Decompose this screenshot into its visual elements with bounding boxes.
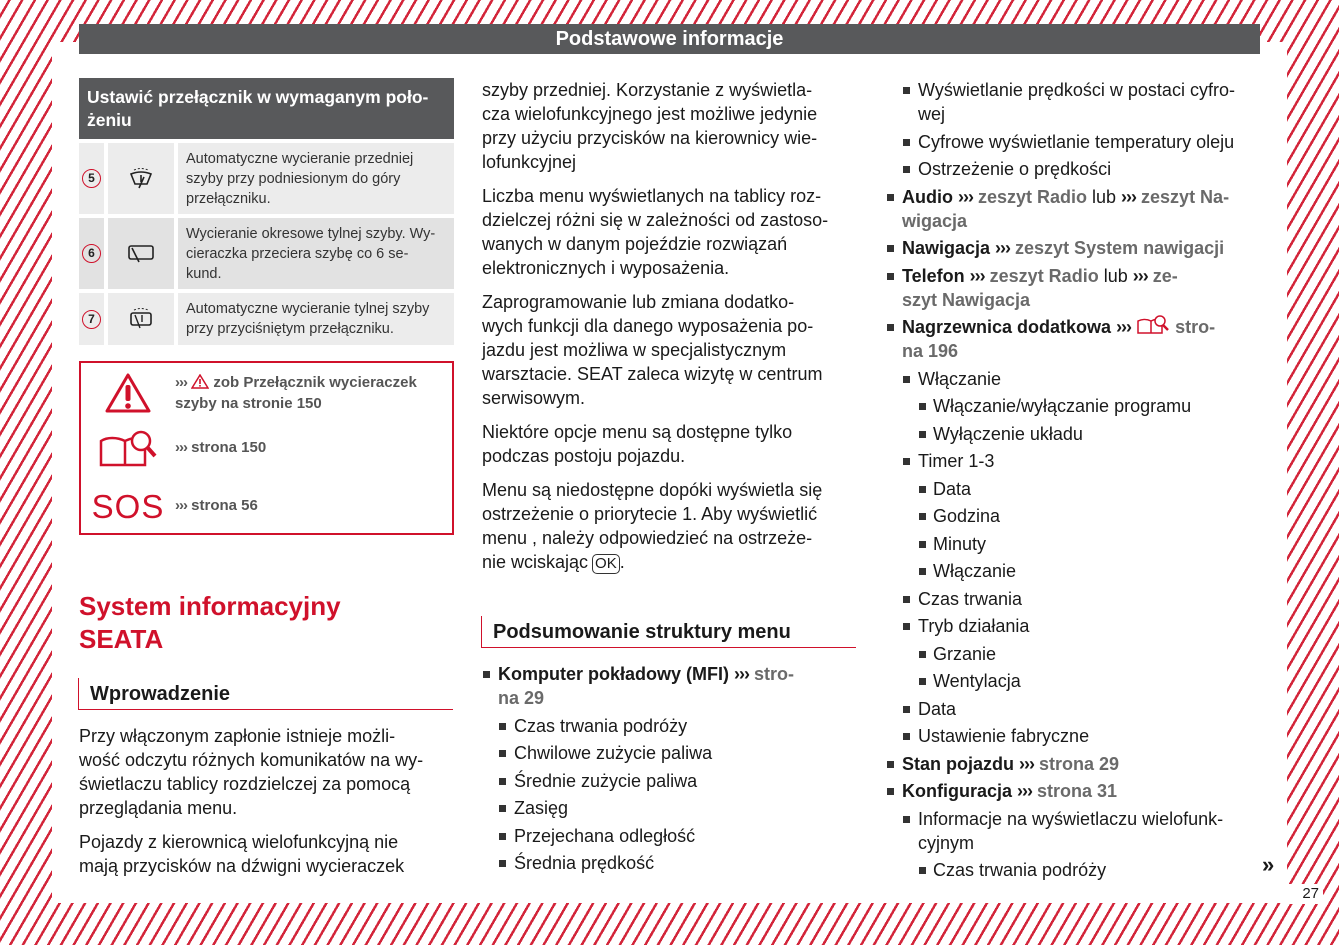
menu-list (482, 662, 857, 879)
left-column (79, 78, 454, 535)
text-line: świetlaczu tablicy rozdzielczej za pomocą (79, 774, 411, 794)
section-title (79, 590, 341, 656)
arrow-mark: ››› (175, 497, 187, 514)
text-line: Niektóre opcje menu są dostępne tylko (482, 422, 793, 442)
text-line: jazdu jest możliwa w specjalistycznym (482, 340, 787, 360)
paragraph: Menu są niedostępne dopóki wyświetla się ostrzeżenie o priorytecie 1. Aby wyświetlić menu , należy odpowiedzieć na ostrzeże- nie wciskając OK . (482, 478, 857, 574)
item-text: Czas trwania podróży (933, 860, 1107, 880)
item-text: Grzanie (933, 643, 997, 664)
list-item (886, 587, 1261, 611)
item-label: Telefon (902, 265, 970, 286)
description-line: szyby przy podniesionym do góry (186, 171, 401, 187)
description-line: Wycieranie okresowe tylnej szyby. Wy- (186, 226, 436, 242)
description-line: kund. (186, 266, 222, 282)
arrow-mark: ››› (1019, 753, 1034, 774)
warning-link[interactable]: zob Przełącznik wycieraczek (213, 374, 417, 391)
page-reference-link[interactable]: zeszyt Radio (984, 265, 1099, 286)
table-row (79, 143, 454, 214)
description-line: przełączniku. (186, 191, 271, 207)
list-item (886, 449, 1261, 473)
menu-list-continued (886, 78, 1261, 886)
item-label: Audio (902, 186, 958, 207)
item-text: Wyświetlanie prędkości w postaci cyfro- (918, 80, 1235, 100)
item-text: Włączanie (933, 561, 1017, 581)
item-text: Godzina (933, 506, 1001, 526)
arrow-mark: ››› (995, 238, 1011, 258)
section-title-line: System informacyjny (79, 591, 341, 621)
text-line: Zaprogramowanie lub zmiana dodatko- (482, 292, 795, 312)
list-item (886, 315, 1261, 363)
item-text: Wentylacja (933, 671, 1021, 691)
paragraph (482, 184, 857, 280)
item-text: Data (918, 698, 957, 719)
arrow-mark: ››› (1121, 186, 1137, 207)
list-item (482, 714, 857, 738)
paragraph (482, 78, 857, 174)
list-item (482, 769, 857, 793)
number-badge: 7 (82, 310, 101, 329)
book-magnifier-icon (81, 429, 175, 469)
table-title-line: Ustawić przełącznik w wymaganym poło- (87, 87, 429, 107)
item-text: Wyłączenie układu (933, 423, 1083, 444)
list-item (886, 642, 1261, 666)
row-description (178, 143, 454, 214)
subheading-introduction: Wprowadzenie (78, 678, 453, 710)
book-magnifier-icon (1131, 317, 1170, 337)
page-header: Podstawowe informacje (79, 24, 1260, 54)
subheading-menu-structure: Podsumowanie struktury menu (481, 616, 856, 648)
item-text: Ustawienie fabryczne (918, 726, 1090, 746)
item-text: Zasięg (514, 798, 569, 818)
text-line: cza wielofunkcyjnego jest możliwe jedynie (482, 104, 818, 124)
page-reference-link[interactable]: na 29 (498, 688, 545, 708)
page-reference-link[interactable]: stro- (1170, 317, 1216, 337)
list-item (886, 367, 1261, 391)
arrow-mark: ››› (1116, 317, 1132, 337)
item-text: lub (1098, 265, 1133, 286)
item-text: Minuty (933, 533, 987, 554)
list-item (482, 851, 857, 875)
warning-link[interactable]: strona 56 (191, 497, 258, 514)
item-text: Ostrzeżenie o prędkości (918, 159, 1112, 179)
text-line: podczas postoju pojazdu. (482, 446, 686, 466)
list-item (886, 394, 1261, 418)
item-text: Tryb działania (918, 616, 1030, 636)
text-line: Menu są niedostępne dopóki wyświetla się (482, 480, 823, 500)
page-reference-link[interactable]: zeszyt Na- (1136, 186, 1230, 207)
text-line: menu , należy odpowiedzieć na ostrzeże- (482, 528, 813, 548)
item-text: Data (933, 478, 972, 499)
table-row (79, 218, 454, 289)
number-badge: 5 (82, 169, 101, 188)
intro-text (79, 724, 454, 888)
small-warning-icon (191, 374, 209, 389)
page-reference-link[interactable]: zeszyt System nawigacji (1010, 238, 1225, 258)
text-line: dzielczej różni się w zależności od zastoso- (482, 210, 829, 230)
row-number (79, 218, 104, 289)
middle-text (482, 78, 857, 584)
list-item (886, 858, 1261, 882)
page-reference-link[interactable]: strona 29 (1033, 753, 1120, 774)
paragraph (79, 724, 454, 820)
page-reference-link[interactable]: zeszyt Radio (972, 186, 1088, 207)
text-line: mają przycisków na dźwigni wycieraczek (79, 856, 405, 876)
paragraph (79, 830, 454, 878)
list-item (886, 157, 1261, 181)
list-item (886, 807, 1261, 855)
arrow-mark: ››› (1132, 265, 1148, 286)
item-text: Cyfrowe wyświetlanie temperatury oleju (918, 131, 1235, 152)
item-label: Stan pojazdu (902, 753, 1019, 774)
text-line: szyby przedniej. Korzystanie z wyświetla- (482, 80, 813, 100)
description-line: Automatyczne wycieranie tylnej szyby (186, 301, 430, 317)
arrow-mark: ››› (969, 265, 985, 286)
text-line: Przy włączonym zapłonie istnieje możli- (79, 726, 396, 746)
text-line: nie wciskając (482, 552, 589, 572)
warning-row (81, 429, 452, 469)
item-text: Średnie zużycie paliwa (514, 770, 698, 791)
row-number (79, 293, 104, 345)
text-line: ostrzeżenie o priorytecie 1. Aby wyświetlić (482, 504, 818, 524)
front-wiper-auto-icon (108, 143, 174, 214)
list-item (886, 532, 1261, 556)
section-title-line: SEATA (79, 624, 164, 654)
list-item (886, 185, 1261, 233)
text-line: elektronicznych i wyposażenia. (482, 258, 730, 278)
item-text: Timer 1-3 (918, 451, 995, 471)
arrow-mark: ››› (1017, 781, 1032, 801)
text-line: Pojazdy z kierownicą wielofunkcyjną nie (79, 832, 399, 852)
list-item (886, 422, 1261, 446)
arrow-mark: ››› (175, 439, 187, 456)
page-reference-link[interactable]: strona 31 (1032, 781, 1118, 801)
description-line: cieraczka przeciera szybę co 6 se- (186, 246, 409, 262)
warning-link[interactable]: szyby na stronie 150 (175, 395, 322, 412)
list-item (482, 662, 857, 710)
item-label: Konfiguracja (902, 781, 1018, 801)
text-line: lofunkcyjnej (482, 152, 577, 172)
table-header (79, 78, 454, 139)
table-row (79, 293, 454, 345)
ok-key-icon: OK (592, 554, 620, 574)
warning-row (81, 489, 452, 525)
warning-link[interactable]: strona 150 (191, 439, 267, 456)
rear-wiper-interval-icon (108, 218, 174, 289)
text-line: serwisowym. (482, 388, 586, 408)
page-reference-link[interactable]: ze- (1147, 265, 1178, 286)
item-text: Średnia prędkość (514, 853, 655, 873)
list-item (886, 752, 1261, 776)
text-line: wych funkcji dla danego wyposażenia po- (482, 316, 814, 336)
row-number (79, 143, 104, 214)
item-text: Informacje na wyświetlaczu wielofunk- (918, 808, 1224, 829)
rear-wiper-auto-icon (108, 293, 174, 345)
table-title-line: żeniu (87, 110, 132, 130)
item-text: Czas trwania (918, 588, 1023, 609)
list-item (886, 779, 1261, 803)
continue-mark: » (1262, 852, 1275, 877)
list-item (886, 614, 1261, 638)
description-line: Automatyczne wycieranie przedniej (186, 151, 414, 167)
page-reference-link[interactable]: stro- (748, 664, 794, 684)
item-label: Nagrzewnica dodatkowa (902, 317, 1117, 337)
row-description (178, 218, 454, 289)
list-item (886, 130, 1261, 154)
arrow-mark: ››› (958, 186, 973, 207)
text-line: przeglądania menu. (79, 798, 238, 818)
text-line: wanych w danym pojeździe rozwiązań (482, 234, 788, 254)
page-number: 27 (1287, 884, 1323, 904)
warning-triangle-icon (81, 372, 175, 414)
text-line: wość odczytu różnych komunikatów na wy- (79, 750, 424, 770)
text-line: warsztacie. SEAT zaleca wizytę w centrum (482, 364, 823, 384)
warning-box (79, 361, 454, 535)
page-reference-link[interactable]: na 196 (902, 341, 959, 361)
list-item (482, 824, 857, 848)
arrow-mark: ››› (734, 664, 749, 684)
list-item (886, 559, 1261, 583)
item-text: wej (918, 104, 946, 124)
item-text: Czas trwania podróży (514, 715, 688, 736)
text-line: przy użyciu przycisków na kierownicy wie- (482, 128, 818, 148)
list-item (482, 796, 857, 820)
number-badge: 6 (82, 244, 101, 263)
list-item (886, 724, 1261, 748)
list-item (886, 78, 1261, 126)
paragraph (482, 290, 857, 410)
description-line: przy przyciśniętym przełączniku. (186, 321, 394, 337)
arrow-mark: ››› (175, 374, 187, 391)
item-text: Chwilowe zużycie paliwa (514, 743, 713, 763)
paragraph (482, 420, 857, 468)
item-text: Włączanie/wyłączanie programu (933, 396, 1192, 416)
text-line: Liczba menu wyświetlanych na tablicy roz- (482, 186, 822, 206)
item-text: lub (1087, 186, 1122, 207)
row-description (178, 293, 454, 345)
list-item (482, 741, 857, 765)
list-item (886, 697, 1261, 721)
warning-row (81, 372, 452, 414)
page-reference-link[interactable]: szyt Nawigacja (902, 289, 1031, 310)
list-item (886, 669, 1261, 693)
sos-icon: SOS (91, 488, 165, 525)
list-item (886, 236, 1261, 260)
page-reference-link[interactable]: wigacja (902, 210, 968, 231)
item-text: cyjnym (918, 832, 975, 853)
list-item (886, 477, 1261, 501)
item-label: Komputer pokładowy (MFI) (498, 664, 734, 684)
list-item (886, 504, 1261, 528)
list-item (886, 264, 1261, 312)
item-text: Przejechana odległość (514, 825, 696, 846)
item-label: Nawigacja (902, 238, 996, 258)
item-text: Włączanie (918, 368, 1002, 389)
